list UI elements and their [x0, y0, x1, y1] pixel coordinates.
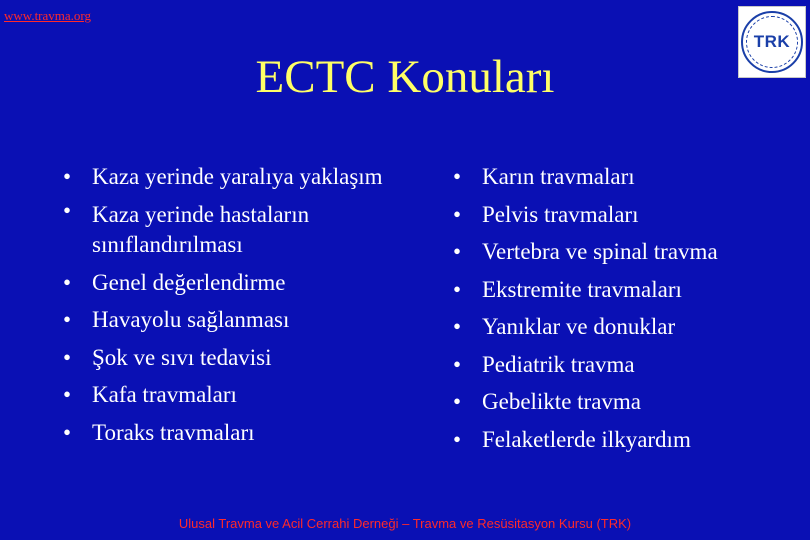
- right-topic-list: [450, 158, 780, 458]
- bullet-icon: •: [62, 419, 72, 445]
- list-item-label: Kafa travmaları: [92, 382, 237, 407]
- list-item: [450, 158, 780, 196]
- list-item-label: Genel değerlendirme: [92, 269, 286, 295]
- site-link[interactable]: www.travma.org: [4, 8, 92, 23]
- bullet-icon: •: [452, 276, 462, 302]
- list-item-label: Ekstremite travmaları: [482, 276, 682, 302]
- slide-title: ECTC Konuları: [255, 51, 555, 103]
- bullet-icon: •: [62, 307, 72, 332]
- bullet-icon: •: [62, 344, 72, 370]
- list-item-label: Karın travmaları: [482, 164, 635, 189]
- bullet-icon: •: [452, 164, 462, 189]
- list-item-label: Kaza yerinde hastaların sınıflandırılması: [92, 201, 310, 257]
- list-item: [450, 196, 780, 234]
- list-item-label: Pelvis travmaları: [482, 201, 639, 227]
- list-item-label: Felaketlerde ilkyardım: [482, 426, 691, 452]
- list-item: [450, 271, 780, 309]
- bullet-icon: •: [452, 351, 462, 377]
- bullet-icon: •: [62, 382, 72, 407]
- list-item: [60, 196, 430, 264]
- list-item: [450, 383, 780, 421]
- left-topic-list: [60, 158, 430, 451]
- list-item: [450, 421, 780, 459]
- list-item: [60, 414, 430, 452]
- bullet-icon: •: [62, 164, 72, 189]
- list-item-label: Vertebra ve spinal travma: [482, 239, 718, 264]
- logo-text: TRK: [753, 32, 791, 51]
- bullet-icon: •: [452, 314, 462, 339]
- list-item: [450, 308, 780, 346]
- list-item: [60, 376, 430, 414]
- list-item: [60, 158, 430, 196]
- list-item-label: Kaza yerinde yaralıya yaklaşım: [92, 164, 383, 189]
- list-item-label: Pediatrik travma: [482, 351, 635, 377]
- bullet-icon: •: [452, 389, 462, 414]
- list-item-label: Havayolu sağlanması: [92, 307, 290, 332]
- list-item: [60, 339, 430, 377]
- bullet-icon: •: [62, 269, 72, 295]
- footer-text: Ulusal Travma ve Acil Cerrahi Derneği – Travma ve Resüsitasyon Kursu (TRK): [178, 516, 632, 531]
- bullet-icon: •: [62, 197, 72, 223]
- list-item-label: Toraks travmaları: [92, 419, 255, 445]
- bullet-icon: •: [452, 426, 462, 452]
- bullet-icon: •: [452, 201, 462, 227]
- list-item-label: Yanıklar ve donuklar: [482, 314, 676, 339]
- list-item-label: Şok ve sıvı tedavisi: [92, 344, 272, 370]
- list-item: [450, 233, 780, 271]
- bullet-icon: •: [452, 239, 462, 264]
- list-item: [450, 346, 780, 384]
- list-item: [60, 264, 430, 302]
- list-item-label: Gebelikte travma: [482, 389, 642, 414]
- list-item: [60, 301, 430, 339]
